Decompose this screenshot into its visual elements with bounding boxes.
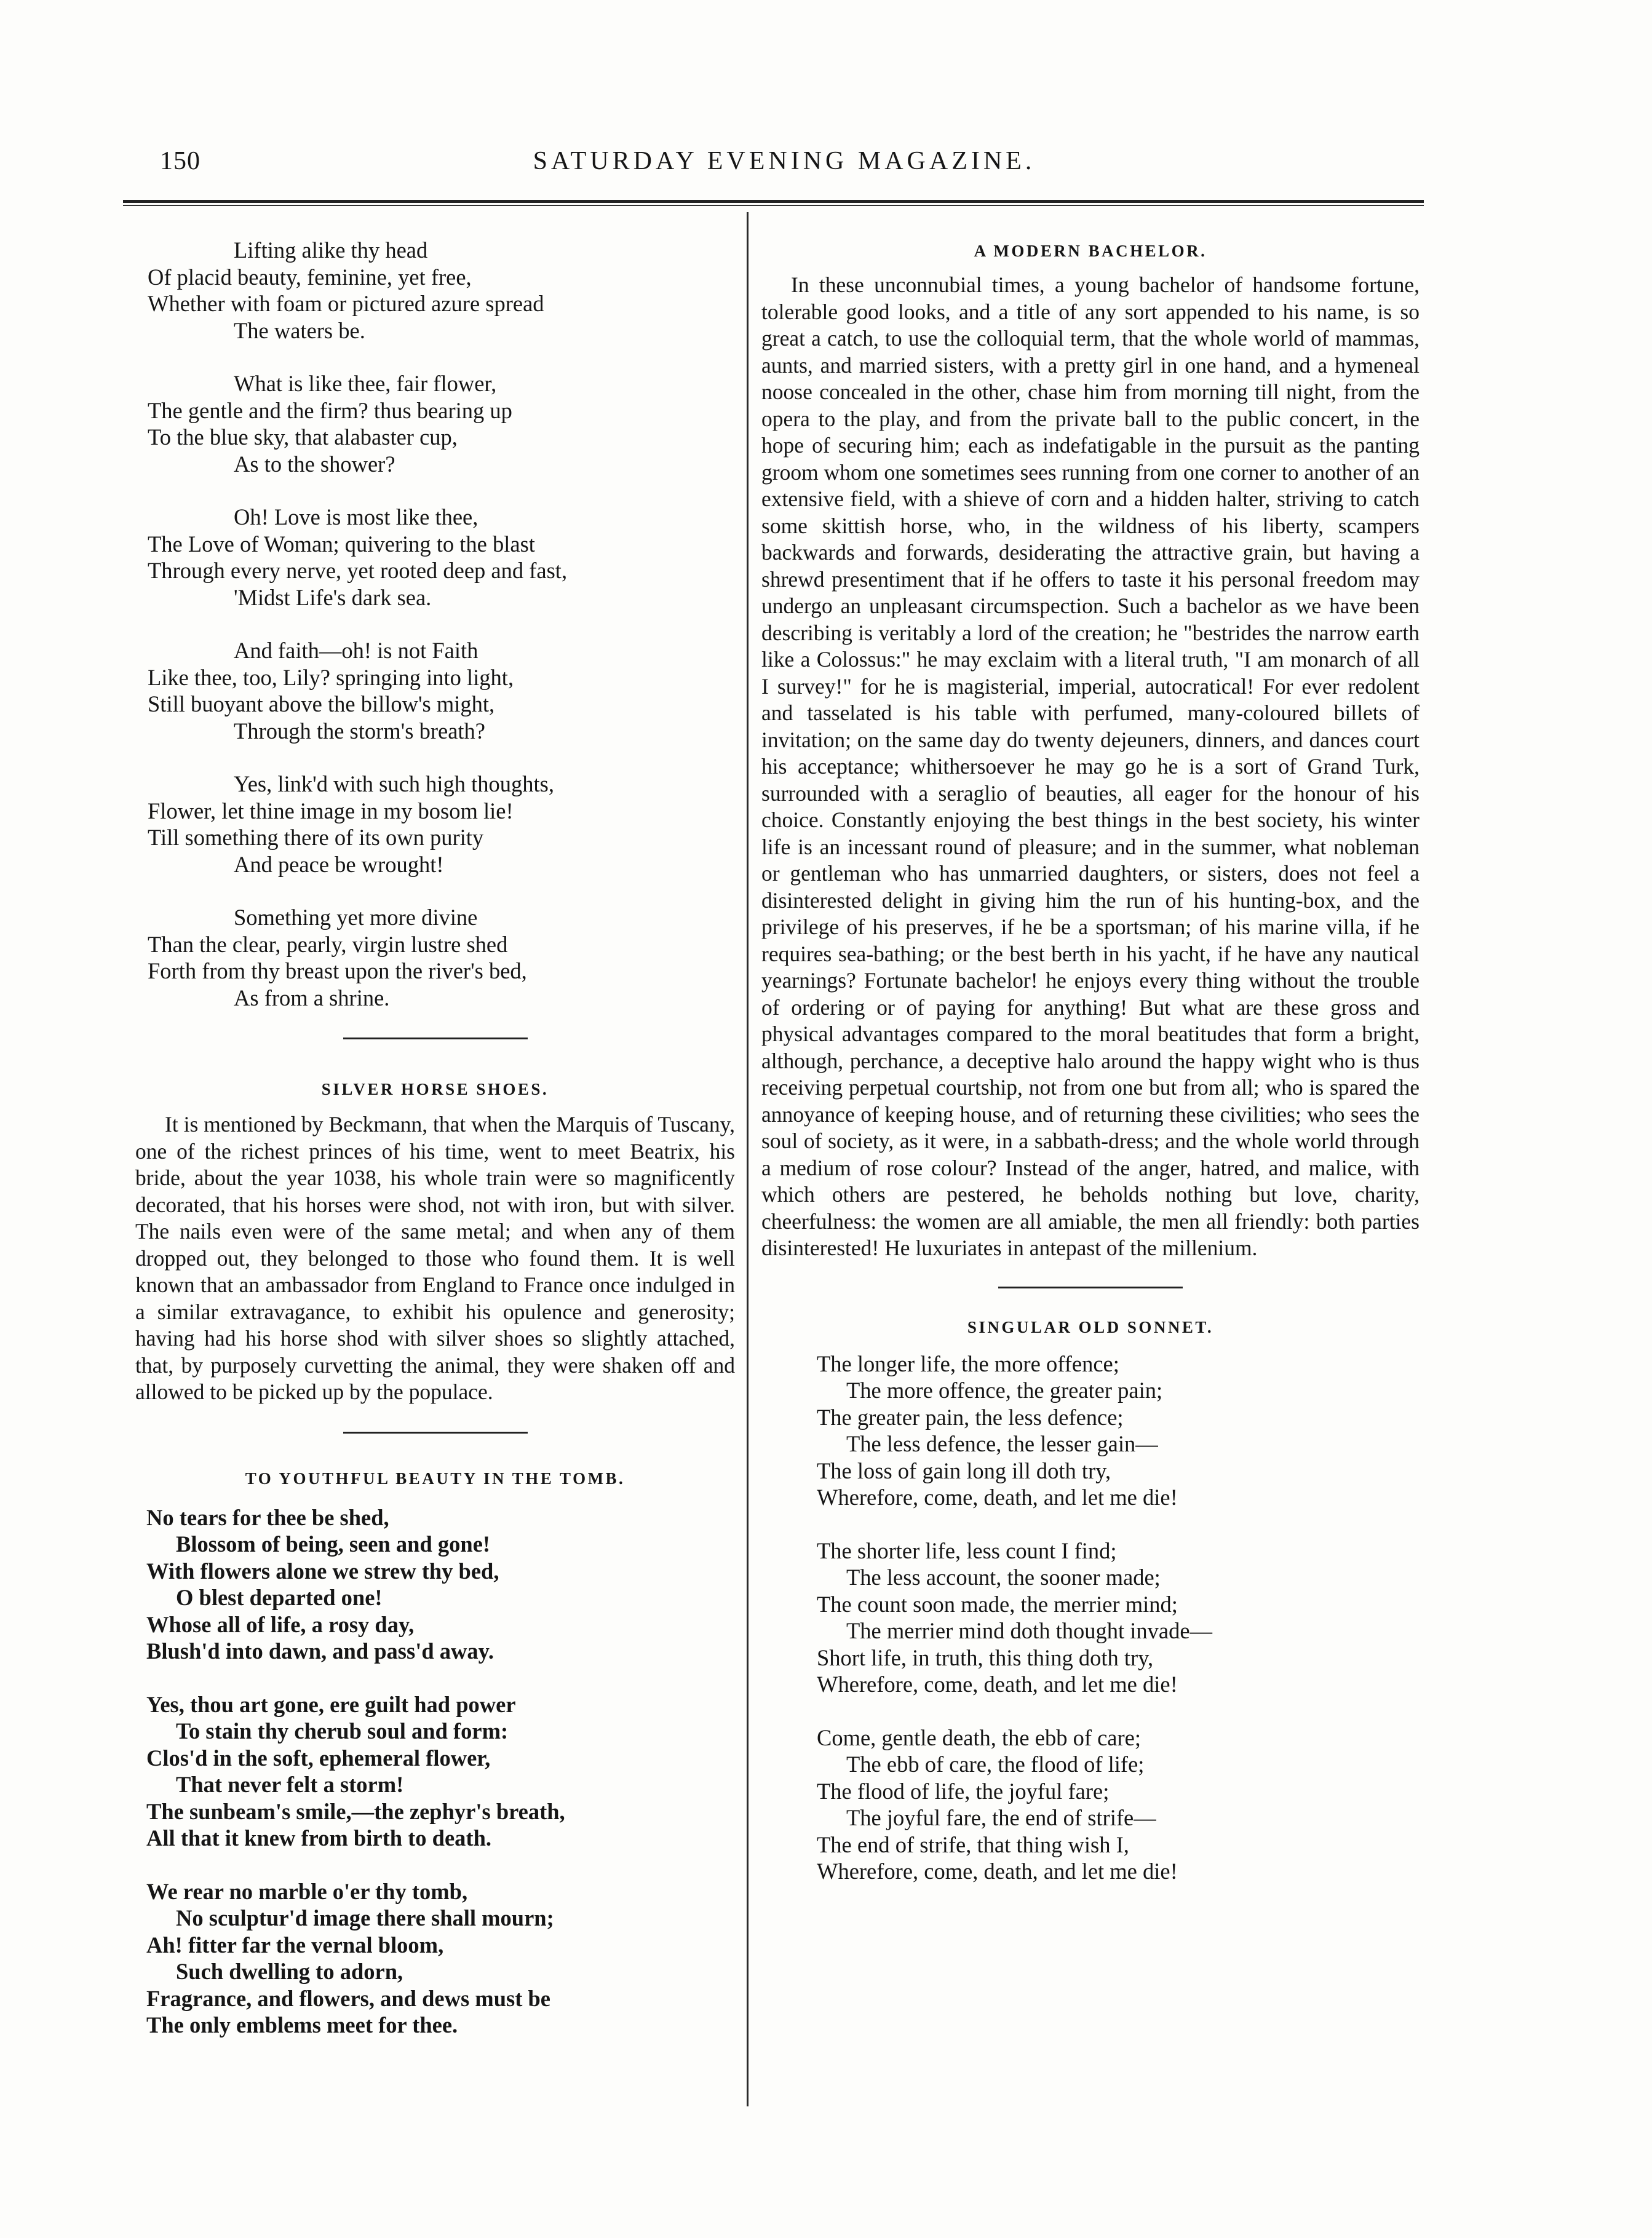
poem-stanza [817, 1538, 1420, 1698]
poem-stanza [148, 237, 735, 344]
poem-line: Forth from thy breast upon the river's bed, [148, 958, 527, 983]
poem-line: To stain thy cherub soul and form: [176, 1718, 509, 1744]
poem-line: Yes, thou art gone, ere guilt had power [146, 1691, 516, 1717]
poem-line: The count soon made, the merrier mind; [817, 1591, 1178, 1617]
old-sonnet-title: SINGULAR OLD SONNET. [967, 1317, 1214, 1336]
poem-line: And faith—oh! is not Faith [234, 638, 479, 663]
page-header [154, 146, 1415, 183]
poem-line: No tears for thee be shed, [146, 1504, 389, 1530]
silver-horse-shoes-body: It is mentioned by Beckmann, that when the Marquis of Tuscany, one of the richest princes of his time, went to meet Beatrix, his bride, about the year 1038, his whole train were so magnificently decorated, that his horses were shod, not with iron, but with silver. The nails even were of the same metal; and when any of them dropped out, they belonged to those who found them. It is well known that an ambassador from England to France once indulged in a similar extravagance, to exhibit his opulence and generosity; having had his horse shod with silver shoes so slightly attached, that, by purposely curvetting the animal, they were shaken off and allowed to be picked up by the populace. [135, 1112, 735, 1404]
poem-line: The waters be. [234, 317, 365, 343]
poem-stanza [817, 1724, 1420, 1885]
poem-line: The ebb of care, the flood of life; [846, 1752, 1145, 1777]
poem-line: No sculptur'd image there shall mourn; [176, 1905, 554, 1930]
lily-poem [135, 237, 735, 1011]
section-rule [343, 1038, 528, 1039]
column-divider [747, 212, 749, 2106]
poem-line: Oh! Love is most like thee, [234, 504, 479, 530]
poem-line: The end of strife, that thing wish I, [817, 1831, 1129, 1857]
header-rule [123, 200, 1424, 206]
poem-line: As to the shower? [234, 451, 395, 477]
poem-line: Still buoyant above the billow's might, [148, 691, 495, 716]
poem-line: The joyful fare, the end of strife— [846, 1805, 1156, 1830]
poem-line: Through every nerve, yet rooted deep and fast, [148, 558, 568, 583]
poem-line: To the blue sky, that alabaster cup, [148, 424, 458, 450]
youthful-beauty-poem [135, 1504, 735, 2039]
poem-stanza [146, 1691, 735, 1852]
section-rule [998, 1287, 1183, 1288]
poem-line: That never felt a storm! [176, 1772, 404, 1797]
poem-line: Flower, let thine image in my bosom lie! [148, 798, 514, 823]
modern-bachelor-body: In these unconnubial times, a young bachelor of handsome fortune, tolerable good looks, and a title of any sort appended to his name, is so great a catch, to use the colloquial term, that the whole world of mammas, aunts, and married sisters, with a pretty girl in one hand, and a hymeneal noose concealed in the other, chase him from morning till night, from the opera to the play, and from the private ball to the public concert, in the hope of securing him; each as indefatigable in the pursuit as the panting groom whom one sometimes sees running from one corner to another of an extensive field, with a shieve of corn and a hidden halter, striving to catch some skittish horse, who, in the wildness of his liberty, scampers backwards and forwards, desiderating the attractive grain, but having a shrewd presentiment that if he offers to taste it his personal freedom may undergo an unpleasant circumspection. Such a bachelor as we have been describing is veritably a lord of the creation; he "bestrides the narrow earth like a Colossus:" he may exclaim with a literal truth, "I am monarch of all I survey!" for he is magisterial, imperial, autocratical! For ever redolent and tasselated is his table with perfumed, many-coloured billets of invitation; on the same day do twenty dejeuners, dinners, and dances court his acceptance; whithersoever he may go he is a sort of Grand Turk, surrounded with a seraglio of beauties, all eager for the honour of his choice. Constantly enjoying the best things in the best society, his winter life is an incessant round of pleasure; and in the summer, what nobleman or gentleman who has unmarried daughters, or sisters, does not feel a disinterested delight in giving him the run of his hunting-box, and the privilege of his preserves, if he be a sportsman; of his marine villa, if he requires sea-bathing; or the best berth in his yacht, if he have any nautical yearnings? Fortunate bachelor! he enjoys every thing without the trouble of ordering or of paying for anything! But what are these gross and physical advantages compared to the moral beatitudes that form a bright, although, perchance, a deceptive halo around the happy wight who is thus receiving perpetual courtship, not from one but from all; who is spared the annoyance of keeping house, and of returning these civilities; who sees the soul of society, as it were, in a sabbath-dress; and the whole world through a medium of rose colour? Instead of the anger, hatred, and malice, with which others are pestered, he beholds nothing but love, charity, cheerfulness: the women are all amiable, the men all friendly: both parties disinterested! He luxuriates in antepast of the millenium. [761, 272, 1420, 1260]
poem-line: The gentle and the firm? thus bearing up [148, 397, 512, 423]
poem-line: Of placid beauty, feminine, yet free, [148, 264, 472, 290]
poem-stanza [146, 1878, 735, 2039]
running-title: SATURDAY EVENING MAGAZINE. [533, 147, 1036, 175]
poem-line: O blest departed one! [176, 1585, 383, 1610]
poem-stanza [148, 904, 735, 1011]
section-rule [343, 1432, 528, 1434]
poem-line: The greater pain, the less defence; [817, 1404, 1124, 1430]
poem-line: Whose all of life, a rosy day, [146, 1611, 415, 1637]
poem-line: 'Midst Life's dark sea. [234, 584, 432, 610]
poem-stanza [817, 1351, 1420, 1511]
modern-bachelor-title: A MODERN BACHELOR. [974, 242, 1207, 260]
poem-line: We rear no marble o'er thy tomb, [146, 1878, 468, 1904]
poem-line: Whether with foam or pictured azure spread [148, 291, 544, 316]
poem-line: Like thee, too, Lily? springing into light, [148, 664, 514, 690]
old-sonnet-poem [761, 1351, 1420, 1885]
poem-stanza [148, 370, 735, 477]
poem-line: As from a shrine. [234, 985, 390, 1010]
poem-line: The more offence, the greater pain; [846, 1378, 1163, 1403]
poem-line: The less account, the sooner made; [846, 1565, 1161, 1590]
poem-line: Till something there of its own purity [148, 825, 484, 850]
poem-line: Through the storm's breath? [234, 718, 485, 744]
poem-line: With flowers alone we strew thy bed, [146, 1558, 499, 1584]
poem-line: The shorter life, less count I find; [817, 1538, 1117, 1563]
poem-line: Such dwelling to adorn, [176, 1959, 403, 1984]
poem-stanza [148, 637, 735, 744]
silver-horse-shoes-title: SILVER HORSE SHOES. [321, 1080, 549, 1098]
poem-line: Ah! fitter far the vernal bloom, [146, 1932, 444, 1958]
poem-line: All that it knew from birth to death. [146, 1825, 492, 1851]
poem-line: The merrier mind doth thought invade— [846, 1618, 1213, 1643]
left-column [135, 237, 735, 2065]
poem-line: Yes, link'd with such high thoughts, [234, 771, 555, 796]
poem-line: The Love of Woman; quivering to the blast [148, 531, 535, 557]
poem-line: Blossom of being, seen and gone! [176, 1531, 491, 1557]
poem-line: The only emblems meet for thee. [146, 2012, 458, 2038]
poem-line: Short life, in truth, this thing doth try, [817, 1645, 1154, 1670]
poem-line: Wherefore, come, death, and let me die! [817, 1672, 1178, 1697]
poem-stanza [148, 771, 735, 878]
poem-line: Clos'd in the soft, ephemeral flower, [146, 1745, 491, 1771]
poem-line: What is like thee, fair flower, [234, 371, 497, 396]
poem-line: Lifting alike thy head [234, 237, 428, 263]
poem-line: The flood of life, the joyful fare; [817, 1778, 1110, 1804]
right-column [761, 237, 1420, 1911]
poem-line: Fragrance, and flowers, and dews must be [146, 1985, 550, 2011]
poem-stanza [146, 1504, 735, 1665]
page-number: 150 [160, 147, 201, 175]
poem-line: Than the clear, pearly, virgin lustre shed [148, 931, 508, 957]
poem-line: The loss of gain long ill doth try, [817, 1458, 1111, 1483]
poem-line: The sunbeam's smile,—the zephyr's breath, [146, 1798, 565, 1824]
poem-line: The longer life, the more offence; [817, 1351, 1119, 1376]
poem-line: Wherefore, come, death, and let me die! [817, 1485, 1178, 1510]
poem-line: Wherefore, come, death, and let me die! [817, 1859, 1178, 1884]
poem-stanza [148, 504, 735, 611]
youthful-beauty-title: TO YOUTHFUL BEAUTY IN THE TOMB. [245, 1469, 625, 1488]
poem-line: Come, gentle death, the ebb of care; [817, 1724, 1142, 1750]
poem-line: The less defence, the lesser gain— [846, 1431, 1158, 1456]
poem-line: Something yet more divine [234, 905, 478, 930]
poem-line: And peace be wrought! [234, 851, 444, 877]
poem-line: Blush'd into dawn, and pass'd away. [146, 1638, 494, 1664]
